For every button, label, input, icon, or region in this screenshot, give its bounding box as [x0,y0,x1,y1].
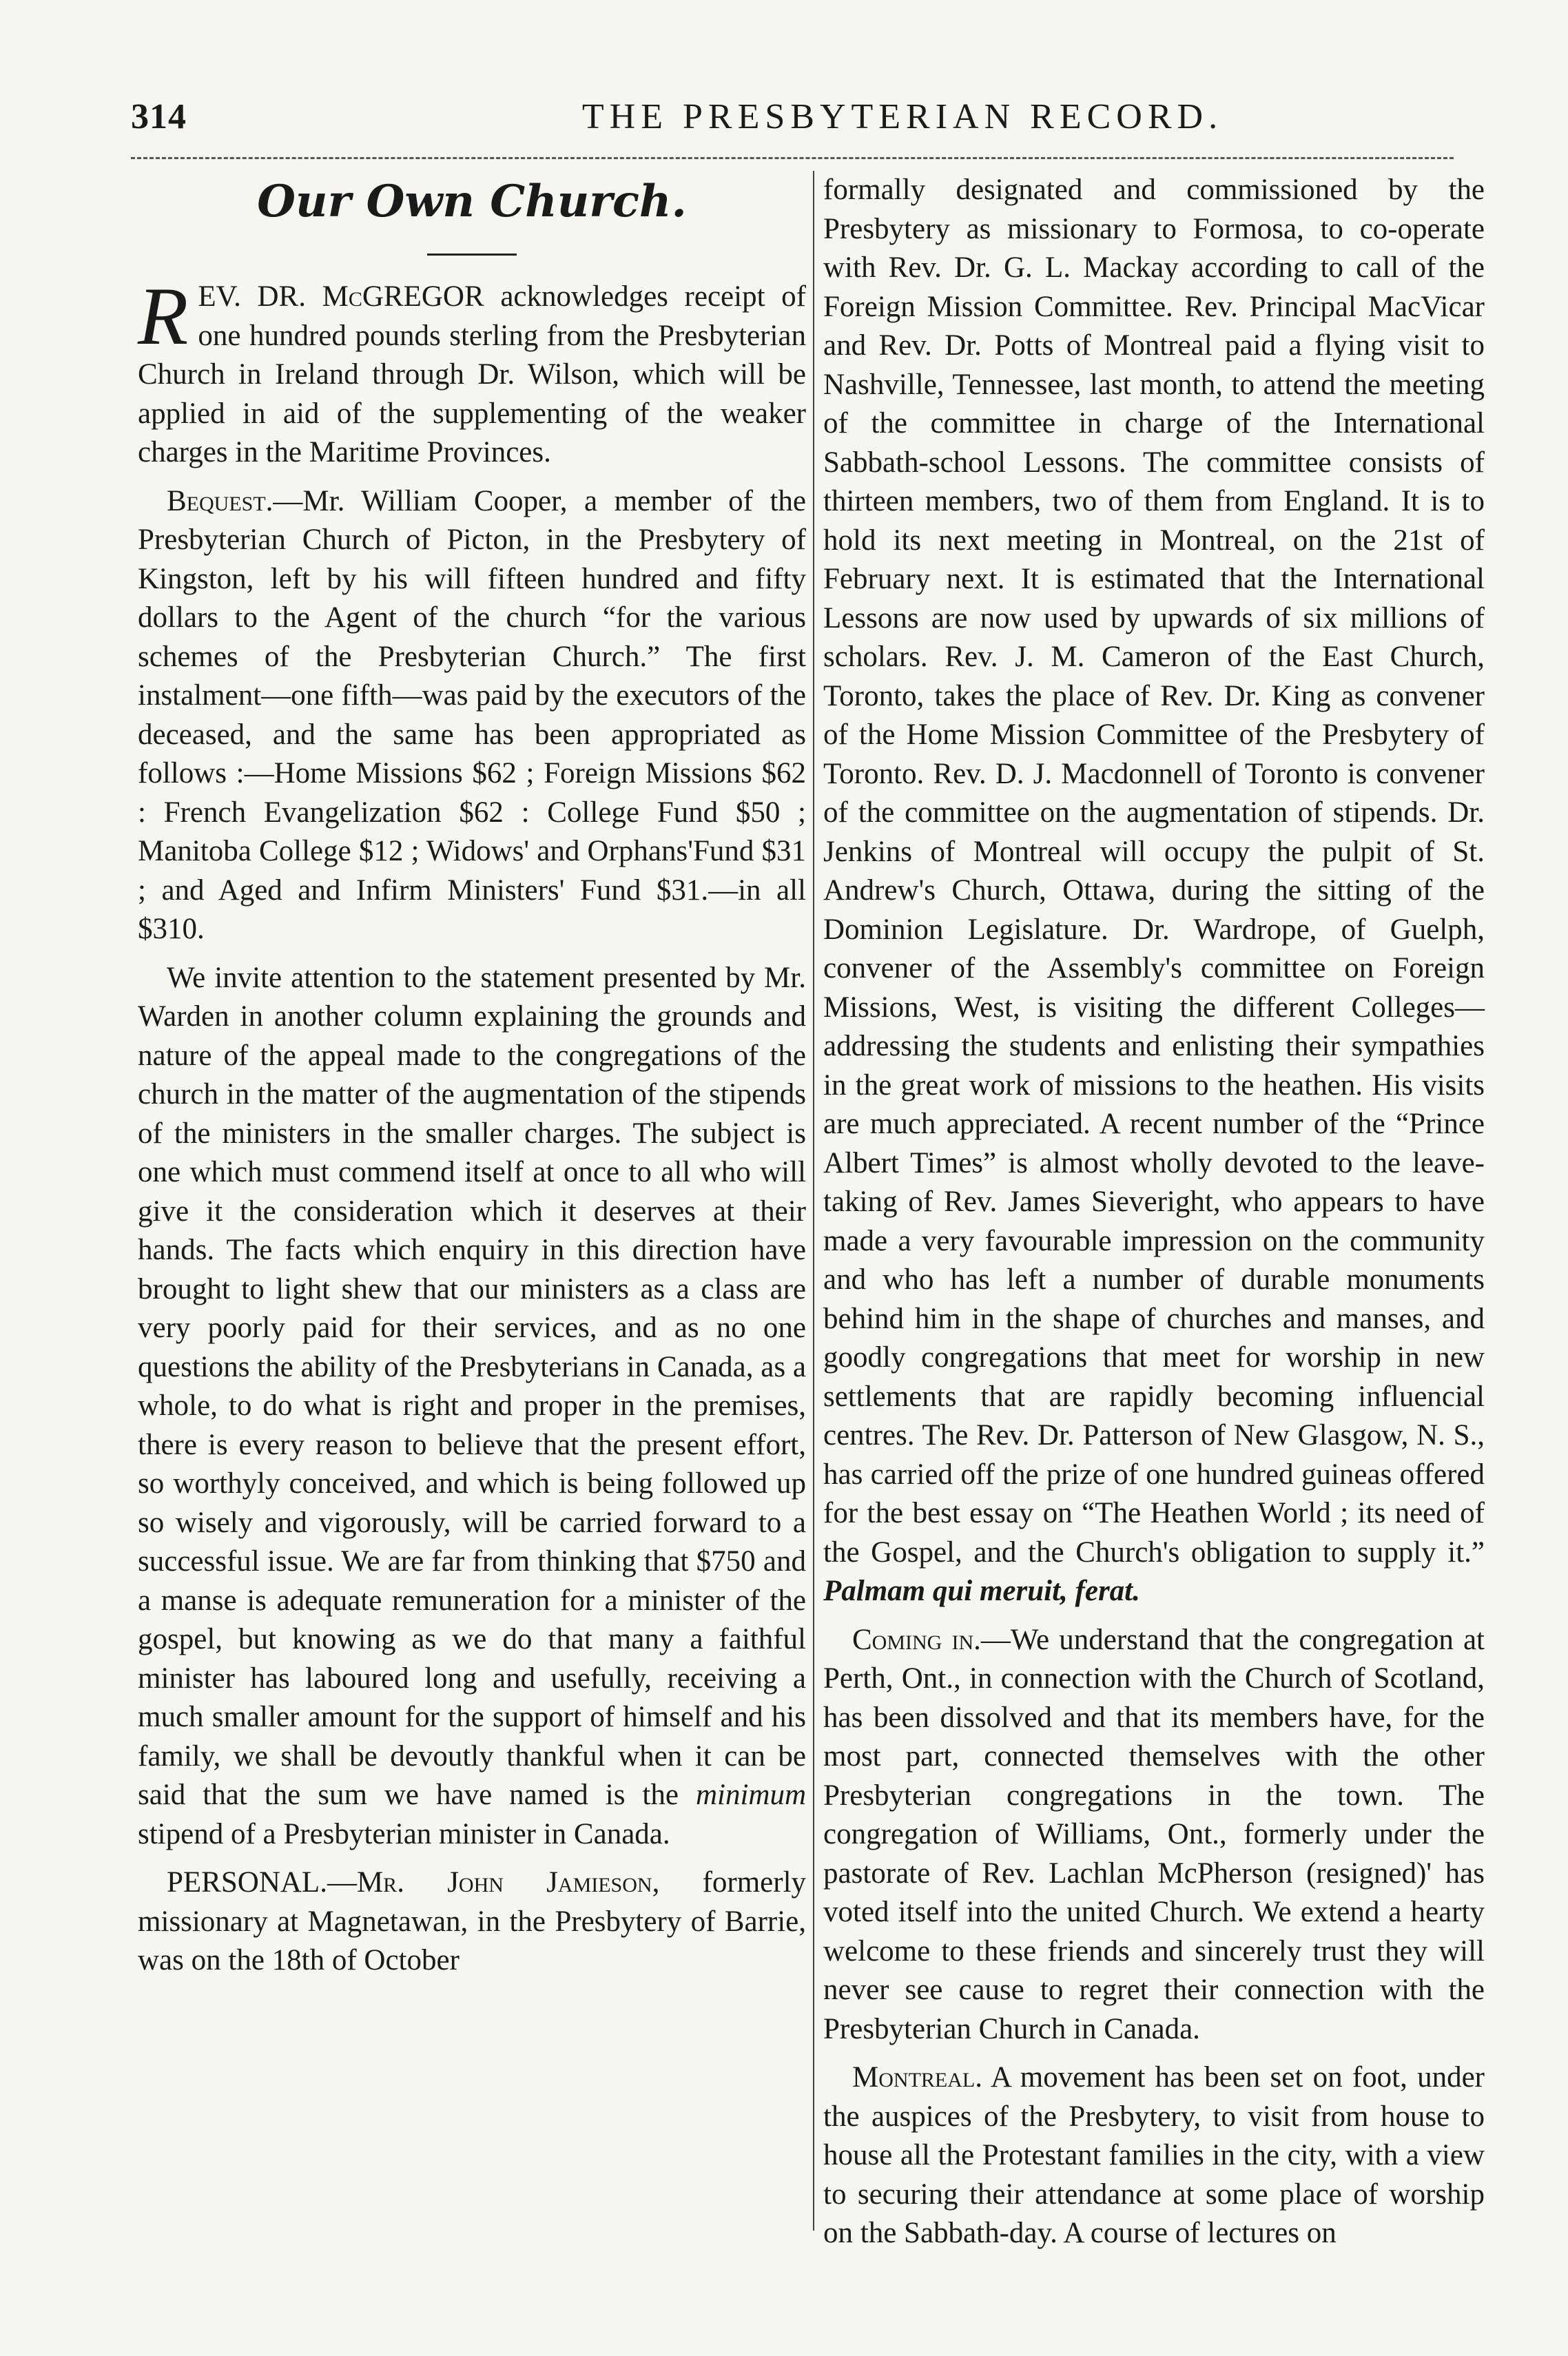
paragraph-text: —We understand that the congregation at Perth, Ont., in connection with the Church of Scotland, has been dissolved and that its members have, for the most part, connected themselves with the other Presbyterian congregations in the town. The congregation of Williams, Ont., formerly under the pastorate of Rev. Lachlan McPherson (resigned)' has voted itself into the united Church. We extend a hearty welcome to these friends and sincerely trust they will never see cause to regret their connection with the Presbyterian Church in Canada. [823,1623,1485,2045]
paragraph-text: We invite attention to the statement presented by Mr. Warden in another column explaining the grounds and nature of the appeal made to the congregations of the church in the matter of the augmentation of the stipends of the ministers in the smaller charges. The subject is one which must commend itself at once to all who will give it the consideration which it deserves at their hands. The facts which enquiry in this direction have brought to light shew that our ministers as a class are very poorly paid for their services, and as no one questions the ability of the Presbyterians in Canada, as a whole, to do what is right and proper in the premises, there is every reason to believe that the present effort, so worthyly conceived, and which is being followed up so wisely and vigorously, will be carried forward to a successful issue. We are far from thinking that $750 and a manse is adequate remuneration for a minister of the gospel, but knowing as we do that many a faithful minister has laboured long and usefully, receiving a much smaller amount for the support of himself and his family, we shall be devoutly thankful when it can be said that the sum we have named is the [138,961,806,1811]
paragraph-personal-continued [823,171,1485,1611]
emphasis-text: Palmam qui meruit, ferat. [823,1575,1140,1607]
paragraph-text: formerly missionary at Magnetawan, in the Presbytery of Barrie, was on the 18th of October [138,1866,807,1976]
left-column [138,171,806,1990]
running-title: THE PRESBYTERIAN RECORD. [581,97,1224,136]
page-header [131,96,1454,145]
paragraph-text: —Mr. William Cooper, a member of the Presbyterian Church of Picton, in the Presbytery of Kingston, left by his will fifteen hundred and fifty dollars to the Agent of the church “for the various schemes of the Presbyterian Church.” The first instalment—one fifth—was paid by the executors of the deceased, and the same has been appropriated as follows :—Home Missions $62 ; Foreign Missions $62 : French Evangelization $62 : College Fund $50 ; Manitoba College $12 ; Widows' and Orphans'Fund $31 ; and Aged and Infirm Ministers' Fund $31.—in all $310. [138,484,806,945]
paragraph-personal [138,1863,806,1981]
paragraph-coming-in [823,1621,1485,2049]
paragraph-text: acknowledges receipt of one hundred pounds sterling from the Presbyterian Church in Ireland through Dr. Wilson, which will be applied in aid of the supplementing of the weaker charges in the Maritime Provinces. [138,280,806,468]
header-rule [131,157,1454,159]
paragraph-montreal [823,2058,1485,2253]
paragraph-text: A movement has been set on foot, under the auspices of the Presbytery, to visit from house to house all the Protestant families in the city, with a view to securing their attendance at some place of worship on the Sabbath-day. A course of lectures on [823,2061,1485,2249]
paragraph-lead: EV. DR. McGREGOR [198,280,484,313]
paragraph-lead: PERSONAL.—Mr. John Jamieson, [167,1866,660,1899]
paragraph-lead: Coming in. [852,1623,981,1656]
page-number: 314 [131,97,187,136]
section-title: Our Own Church. [257,176,687,227]
paragraph-mcgregor [138,270,806,473]
paragraph-augmentation [138,959,806,1854]
emphasis-text: minimum [695,1779,806,1811]
column-divider [813,171,814,2231]
right-column [823,171,1485,2263]
paragraph-lead: Bequest. [167,484,274,517]
drop-cap: R [138,270,189,362]
paragraph-text: stipend of a Presbyterian minister in Canada. [138,1817,670,1850]
title-rule [427,254,517,256]
paragraph-lead: Montreal. [852,2061,982,2094]
paragraph-bequest [138,482,806,949]
paragraph-text: formally designated and commissioned by the Presbytery as missionary to Formosa, to co-operate with Rev. Dr. G. L. Mackay according to call of the Foreign Mission Committee. Rev. Principal MacVicar and Rev. Dr. Potts of Montreal paid a flying visit to Nashville, Tennessee, last month, to attend the meeting of the committee in charge of the International Sabbath-school Lessons. The committee consists of thirteen members, two of them from England. It is to hold its next meeting in Montreal, on the 21st of February next. It is estimated that the International Lessons are now used by upwards of six millions of scholars. Rev. J. M. Cameron of the East Church, Toronto, takes the place of Rev. Dr. King as convener of the Home Mission Committee of the Presbytery of Toronto. Rev. D. J. Macdonnell of Toronto is convener of the committee on the augmentation of stipends. Dr. Jenkins of Montreal will occupy the pulpit of St. Andrew's Church, Ottawa, during the sitting of the Dominion Legislature. Dr. Wardrope, of Guelph, convener of the Assembly's committee on Foreign Missions, West, is visiting the different Colleges—addressing the students and enlisting their sympathies in the great work of missions to the heathen. His visits are much appreciated. A recent number of the “Prince Albert Times” is almost wholly devoted to the leave-taking of Rev. James Sieveright, who appears to have made a very favourable impression on the community and who has left a number of durable monuments behind him in the shape of churches and manses, and goodly congregations that meet for worship in new settlements that are rapidly becoming influencial centres. The Rev. Dr. Patterson of New Glasgow, N. S., has carried off the prize of one hundred guineas offered for the best essay on “The Heathen World ; its need of the Gospel, and the Church's obligation to supply it.” [823,174,1485,1569]
